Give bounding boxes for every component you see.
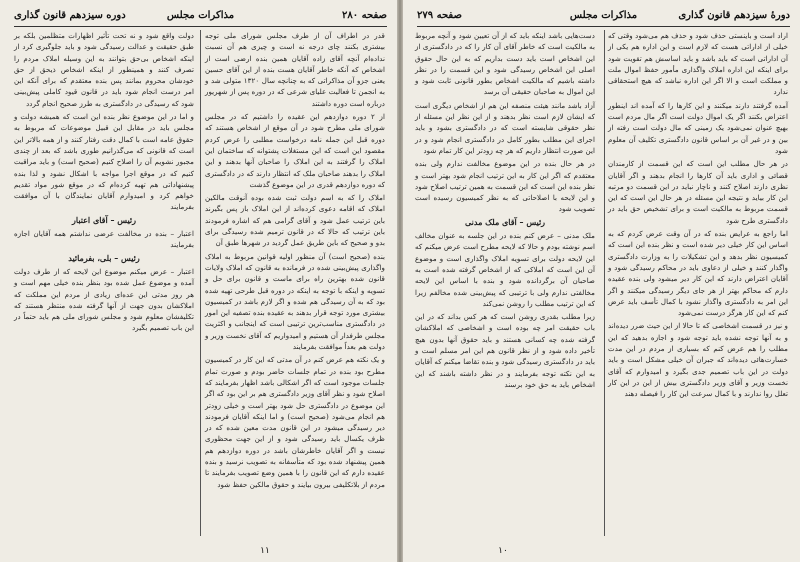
- paragraph: اعتبار – عرض میکنم موضوع این لایحه که از طرف دولت آمده و موضوع عمل شده بود بنظر بنده خیلی مهم است و هر روز مدتی این عده‌ای زیادی از مردم این مملکت که املاکشان بدون جهت از آنها گرفته شده منتظر هستند که تکلیفشان معلوم شود و مجلس شورای ملی هم باید حتماً در این باب تصمیم بگیرد: [14, 266, 194, 333]
- left-page-term: دوره سیزدهم قانون گذاری: [14, 10, 126, 21]
- right-page-title: مذاکرات مجلس: [569, 10, 638, 21]
- speaker-heading: رئیس – آقای اعتبار: [72, 214, 136, 225]
- left-page-footer: ۱۱: [260, 546, 270, 556]
- paragraph: آمده گرفتند دارند میکنند و این کارها را که آمده اند اینطور اعتراض بکنند اگر یک اموال دولت است اگر مال مردم است بهیچ عنوان نمی‌شود یک زمینی که مال دولت است رفته از بین و در غیر آن بر اساس قانون دادگستری تکلیف آن معلوم شود: [608, 100, 788, 155]
- right-page-right-column: [608, 30, 788, 402]
- right-page-header: [417, 6, 790, 27]
- left-page: [0, 0, 397, 562]
- paragraph: و اما در این موضوع نظر بنده این است که همیشه دولت و مجلس باید در مقابل این قبیل موضوعات که مربوط به حقوق عامه است با کمال دقت رفتار کنند و از همه بالاتر این است که قانونی که می‌گذرانیم طوری باشد که بعد از چندی مجبور نشویم آن را اصلاح کنیم (صحیح است) و باید مراقبت کنیم که در موقع اجرا مواجه با اشکال نشود و لذا بنده پیشنهاداتی هم تهیه کرده‌ام که در موقع شور مواد تقدیم خواهم کرد و امیدوارم آقایان نمایندگان با آن موافقت بفرمایند: [14, 112, 194, 212]
- left-page-left-column: [14, 30, 194, 336]
- paragraph: بنده (صحیح است) آن منظور اولیه قوانین مربوط به املاک واگذاری پیش‌بینی شده در فرمانده به قانون که املاک ولایات قانون شده بهترین راه برای ماست و قانون برای حل و تسویه و اینکه با توجه به اینکه در دوره قبل طرحی تهیه شده بود که به آن رسیدگی هم شده و اگر لازم باشد در کمیسیون بیشتری مورد توجه قرار بدهند به عقیده بنده تصفیه این امور در دادگستری مناسب‌ترین ترتیبی است که اینجانب و اکثریت مجلس طرفدار آن هستیم و امیدواریم که آقای نخست وزیر و دولت هم بعداً موافقت بفرمایند: [205, 251, 385, 352]
- left-page-number: صفحه ۲۸۰: [342, 10, 387, 21]
- paragraph: قدر در اطراف آن از طرف مجلس شورای ملی توجه بیشتری بکنند چای درجه نه است و چیزی هم آن نسبت نداده‌ام آنچه آقای زاده آقایان همین بنده ارضی است از اشخاص که آنکه خاطر آقایان هست بنده از این آقای حسین یعنی جزو آن مذاکراتی که به چنانچه سال ۱۳۲۰ متولی شد و به انجمن تا فعالیت علیای شرعی که در دوره پس از شهریور درباره است دوره داشتند: [205, 31, 385, 108]
- paragraph: آزاد باشد مانند هیئت منصفه این هم از اشخاص دیگری است که ایشان لازم است نظر بدهند و از این نظر این مسئله از نظر حقوقی شایسته است که در دادگستری بشود و باید اجرای این مطلب بطور کامل در دادگستری انجام شود و در این صورت انتظار داریم که هر چه زودتر این کار تمام شود: [415, 100, 595, 155]
- paragraph: در هر حال بنده در این موضوع مخالفت ندارم ولی بنده معتقدم که اگر این کار به این ترتیب انجام شود بهتر است و نظر بنده این است که این قسمت به همین ترتیب اصلاح شود و این لایحه با اصلاحاتی که به نظر کمیسیون رسیده است تصویب شود: [415, 159, 595, 214]
- paragraph: از ۲ دوره دوازدهم این عقیده را داشتیم که در مجلس شورای ملی مطرح شود در آن موقع از اشخاص هستند که دوره قبل این جمله نامه درخواست مطلبی را عرض کردم مقصود این است که این مستغلات پشتوانه که ساختمان این املاک را گرفتند به این املاک را صاحبان آنها بدهند و این املاک را بدهند صاحبان ملک که انتظار دارند که در دادگستری که دوره دوازدهم قدری در این موضوع گذشت: [205, 112, 385, 189]
- left-page-title: مذاکرات مجلس: [166, 10, 235, 21]
- right-page: [403, 0, 800, 562]
- paragraph: زیرا مطلب بقدری روشن است که هر کس بداند که در این باب حقیقت امر چه بوده است و اشخاصی که املاکشان گرفته شده چه کسانی هستند و باید حقوق آنها بدون هیچ تأخیر داده شود و از نظر قانون هم این امر مسلم است و باید در دادگستری رسیدگی شود و بنده تقاضا میکنم که آقایان به این نکته توجه بفرمایند و در نظر داشته باشند که این اشخاص باید به حق خود برسند: [415, 312, 595, 389]
- right-page-left-column: [415, 30, 595, 392]
- paragraph: اعتبار – بنده در مخالفت عرضی نداشتم همه آقایان اجازه بفرمایند: [14, 229, 194, 250]
- right-page-number: صفحه ۲۷۹: [417, 10, 462, 21]
- right-page-footer: ۱۰: [498, 546, 508, 556]
- paragraph: اما راجع به عرایض بنده که در آن وقت عرض کردم که به اساس این کار خیلی دیر شده است و نظر بنده این است که کمیسیون نظر بدهد و این تشکیلات را به وزارت دادگستری واگذار کنند و خیلی از دعاوی باید در محاکم رسیدگی شود و آقایان اعتراض دارند که این کار دیر میشود ولی بنده عقیده دارم که محاکم بهتر از هر جای دیگر رسیدگی میکنند و اگر این امر به دادگستری واگذار نشود با کمال تأسف باید عرض کنم که این کار هرگز درست نمی‌شود: [608, 229, 788, 318]
- right-page-term: دورهٔ سیزدهم قانون گذاری: [678, 10, 790, 21]
- column-divider: [200, 30, 201, 536]
- paragraph: ملک مدنی – عرض کنم بنده در این جلسه به عنوان مخالف اسم نوشته بودم و حالا که لایحه مطرح است عرض میکنم که این لایحه دولت برای تسویه املاک واگذاری است و موضوع آن این است که املاکی که از اشخاص گرفته شده است به صاحبان آن برگردانده شود و بنده با اساس این لایحه مخالفتی ندارم ولی با ترتیبی که پیش‌بینی شده مخالفم زیرا که این ترتیب مطلب را روشن نمی‌کند: [415, 231, 595, 308]
- column-divider: [604, 30, 605, 536]
- paragraph: و یک نکته هم عرض کنم در آن مدتی که این کار در کمیسیون مطرح بود بنده در تمام جلسات حاضر بودم و صورت تمام جلسات موجود است که اگر اشکالی باشد اظهار بفرمایند که اصلاح شود و نظر آقای وزیر دادگستری هم بر این بود که اگر این موضوع در دادگستری حل شود بهتر است و خیلی زودتر هم انجام می‌شود (صحیح است) و اما اینکه آقایان فرمودند دیر رسیدگی میشود در این قانون مدت معین شده که در ظرف یکسال باید رسیدگی شود و از این جهت محظوری نیست و اگر آقایان خاطرشان باشد در دوره دوازدهم هم همین پیشنهاد شده بود که متأسفانه به تصویب نرسید و بنده عقیده دارم که این قانون را با همین وضع تصویب بفرمایند تا مردم از بلاتکلیفی بیرون بیایند و حقوق مالکین حفظ شود: [205, 355, 385, 489]
- left-page-header: [14, 6, 387, 27]
- paragraph: املاک را که به اسم دولت ثبت شده بوده آنوقت مالکین املاک که اقامه دعوی کرده‌اند از این املاک باز پس بگیرند باین ترتیب عمل شود و آقای گرامی هم که اشاره فرمودند باین ترتیب که حالا که در قانون ترمیم شده رسیدگی برای بدو و صحیح که باین طریق عمل گردید در شهرها طبق آن: [205, 193, 385, 248]
- left-page-right-column: [205, 30, 385, 492]
- paragraph: در هر حال مطلب این است که این قسمت از کارمندان قضائی و اداری باید آن کارها را انجام بدهند و اگر آقایان نظری دارند اصلاح کنند و ناچار نباید در این قسمت دو مرتبه این کار بیاید و نتیجه این مسئله در هر حال این است که این قسمت مربوط به مالکیت است و برای تشخیص حق باید در دادگستری طرح شود: [608, 159, 788, 225]
- speaker-heading: رئیس – بلی، بفرمائید: [68, 252, 140, 263]
- speaker-heading: رئیس – آقای ملک مدنی: [464, 216, 546, 227]
- paragraph: دست‌هایی باشد اینکه باید که از آن تعیین شود و آنچه مربوط به مالکیت است که خاطر آقای آن کار را که در دادگستری از این اشخاص است باید دست بداریم که به این حال حقوق اصلی این اشخاص رسیدگی شود و این قسمت را در نظر داشته باشیم که مالکیت اشخاص بطور قانونی ثابت شود و این اموال به صاحبان حقیقی آن برسد: [415, 31, 595, 97]
- paragraph: اراد است و باینستی حذف شود و حذف هم می‌شود وقتی که خیلی از اداراتی هست که لازم است و این اداره هم یکی از آن اداراتی است که باید باشد و باید اساسش هم تقویت شود برای اینکه این اداره املاک واگذاری مأمور حفظ اموال ملت و مملکت است و الا اگر این اداره نباشد که هیچ استحقاقی ندارد: [608, 31, 788, 97]
- paragraph: و نیز در قسمت اشخاصی که تا حالا از این حیث ضرر دیده‌اند و به آنها توجه نشده باید توجه شود و اجازه بدهید که این مطلب را هم عرض کنم که بسیاری از مردم در این مدت خسارت‌هائی دیده‌اند که جبران آن خیلی مشکل است و باید دولت در این باب تصمیم جدی بگیرد و امیدوارم که آقای نخست وزیر و آقای وزیر دادگستری بیش از این در این کار تعلل روا ندارند و با کمال سرعت این کار را فیصله دهند: [608, 321, 788, 399]
- paragraph: دولت واقع شود و نه تحت تأثیر اظهارات متظلمین بلکه بر طبق حقیقت و عدالت رسیدگی شود و باید جلوگیری کرد از اینکه اشخاص بی‌حق بتوانند به این وسیله املاک مردم را تصرف کنند و همینطور از اینکه اشخاص ذیحق از حق خودشان محروم بمانند پس بنده معتقدم که برای آنکه این امر درست انجام شود باید در قانون قیود کاملی پیش‌بینی شود که رسیدگی در دادگستری به طرز صحیح انجام گردد: [14, 31, 194, 108]
